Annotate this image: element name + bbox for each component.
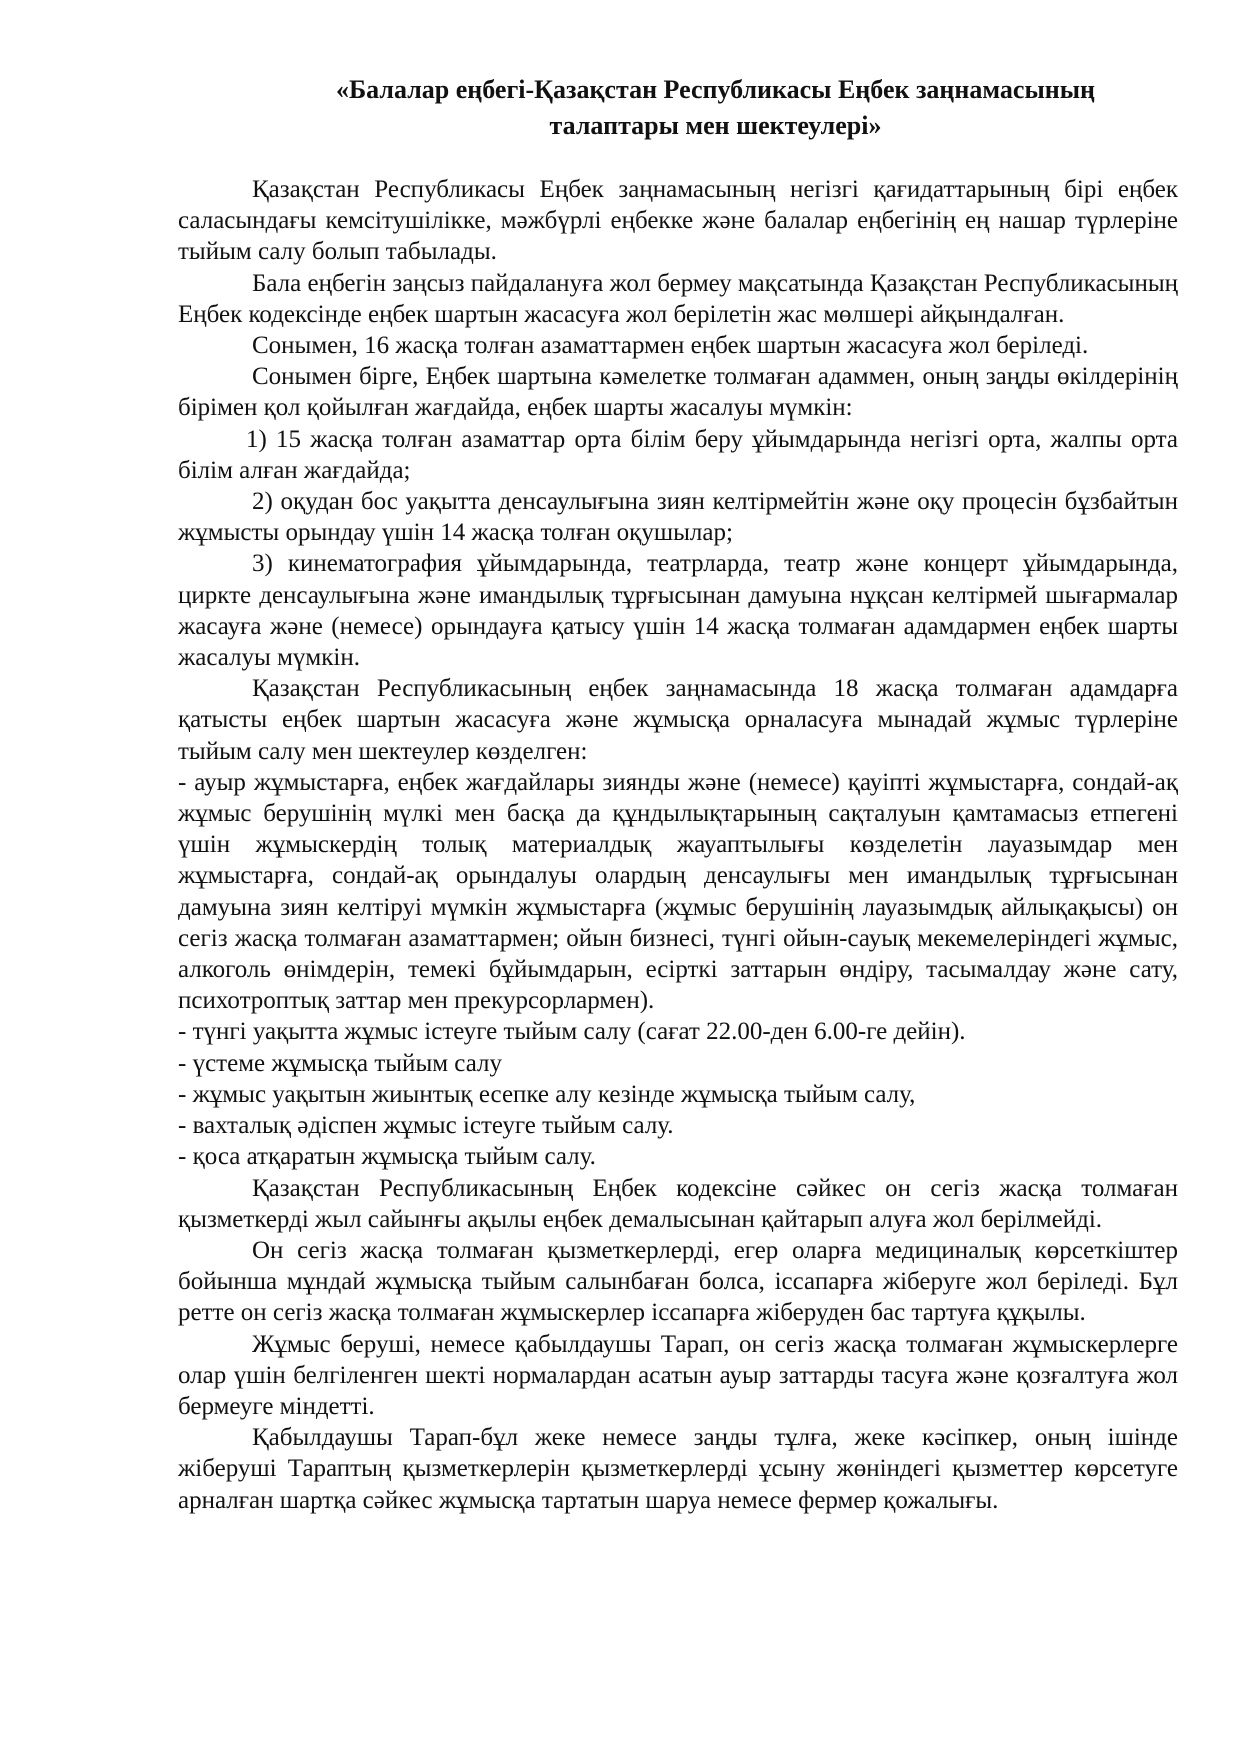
paragraph: Жұмыс беруші, немесе қабылдаушы Тарап, он сегіз жасқа толмаған жұмыскерлерге олар үшін белгіленген шекті нормалардан асатын ауыр заттарды тасуға және қозғалтуға жол бермеуге міндетті. xyxy=(178,1330,1178,1420)
dash-list-item: - ауыр жұмыстарға, еңбек жағдайлары зиянды және (немесе) қауіпті жұмыстарға, сондай-ақ жұмыс берушінің мүлкі мен басқа да құндылықтарының сақталуын қамтамасыз етпегені үшін жұмыскердің толық материалдық жауаптылығы көзделетін лауазымдар мен жұмыстарға, сондай-ақ орындалуы олардың денсаулығы мен имандылық тұрғысынан дамуына зиян келтіруі мүмкін жұмыстарға (жұмыс берушінің лауазымдық айлықақысы) он сегіз жасқа толмаған азаматтармен; ойын бизнесі, түнгі ойын-сауық мекемелеріндегі жұмыс, алкоголь өнімдерін, темекі бұйымдарын, есірткі заттарын өндіру, тасымалдау және сату, психотроптық заттар мен прекурсорлармен). xyxy=(178,768,1178,1015)
paragraph: Бала еңбегін заңсыз пайдалануға жол бермеу мақсатында Қазақстан Республикасының Еңбек кодексінде еңбек шартын жасасуға жол берілетін жас мөлшері айқындалған. xyxy=(178,269,1178,328)
dash-list-item: - вахталық әдіспен жұмыс істеуге тыйым салу. xyxy=(178,1112,674,1140)
numbered-item: 2) оқудан бос уақытта денсаулығына зиян келтірмейтін және оқу процесін бұзбайтын жұмысты орындау үшін 14 жасқа толған оқушылар; xyxy=(178,488,1178,547)
numbered-item: 1) 15 жасқа толған азаматтар орта білім беру ұйымдарында негізгі орта, жалпы орта білім алған жағдайда; xyxy=(178,425,1178,484)
paragraph: Қазақстан Республикасының еңбек заңнамасында 18 жасқа толмаған адамдарға қатысты еңбек шартын жасасуға және жұмысқа орналасуға мынадай жұмыс түрлеріне тыйым салу мен шектеулер көзделген: xyxy=(178,675,1178,765)
dash-list-item: - жұмыс уақытын жиынтық есепке алу кезінде жұмысқа тыйым салу, xyxy=(178,1080,916,1108)
dash-list-item: - қоса атқаратын жұмысқа тыйым салу. xyxy=(178,1143,596,1171)
paragraph: Он сегіз жасқа толмаған қызметкерлерді, егер оларға медициналық көрсеткіштер бойынша мұндай жұмысқа тыйым салынбаған болса, іссапарға жіберуге жол беріледі. Бұл ретте он сегіз жасқа толмаған жұмыскерлер іссапарға жіберуден бас тартуға құқылы. xyxy=(178,1236,1178,1327)
dash-list-item: - түнгі уақытта жұмыс істеуге тыйым салу (сағат 22.00-ден 6.00-ге дейін). xyxy=(178,1018,966,1046)
paragraph: Қазақстан Республикасының Еңбек кодексіне сәйкес он сегіз жасқа толмаған қызметкерді жыл сайынғы ақылы еңбек демалысынан қайтарып алуға жол берілмейді. xyxy=(178,1174,1178,1233)
dash-list-item: - үстеме жұмысқа тыйым салу xyxy=(178,1049,502,1077)
title-line-2: талаптары мен шектеулері» xyxy=(549,111,882,140)
paragraph: Қабылдаушы Тарап-бұл жеке немесе заңды тұлға, жеке кәсіпкер, оның ішінде жіберуші Тараптың қызметкерлерін қызметкерлерді ұсыну жөніндегі қызметтер көрсетуге арналған шартқа сәйкес жұмысқа тартатын шаруа немесе фермер қожалығы. xyxy=(178,1424,1178,1514)
document-title xyxy=(253,72,1178,144)
paragraph: Сонымен бірге, Еңбек шартына кәмелетке толмаған адаммен, оның заңды өкілдерінің бірімен қол қойылған жағдайда, еңбек шарты жасалуы мүмкін: xyxy=(178,363,1178,422)
document-body xyxy=(178,174,1178,1516)
paragraph: Қазақстан Республикасы Еңбек заңнамасының негізгі қағидаттарының бірі еңбек саласындағы кемсітушілікке, мәжбүрлі еңбекке және балалар еңбегінің ең нашар түрлеріне тыйым салу болып табылады. xyxy=(178,176,1178,266)
numbered-item: 3) кинематография ұйымдарында, театрларда, театр және концерт ұйымдарында, циркте денсаулығына және имандылық тұрғысынан дамуына нұқсан келтірмей шығармалар жасауға және (немесе) орындауға қатысу үшін 14 жасқа толмаған адамдармен еңбек шарты жасалуы мүмкін. xyxy=(178,550,1178,672)
title-line-1: «Балалар еңбегі-Қазақстан Республикасы Еңбек заңнамасының xyxy=(335,75,1096,104)
paragraph: Сонымен, 16 жасқа толған азаматтармен еңбек шартын жасасуға жол беріледі. xyxy=(252,332,1089,360)
document-page xyxy=(178,72,1178,1516)
